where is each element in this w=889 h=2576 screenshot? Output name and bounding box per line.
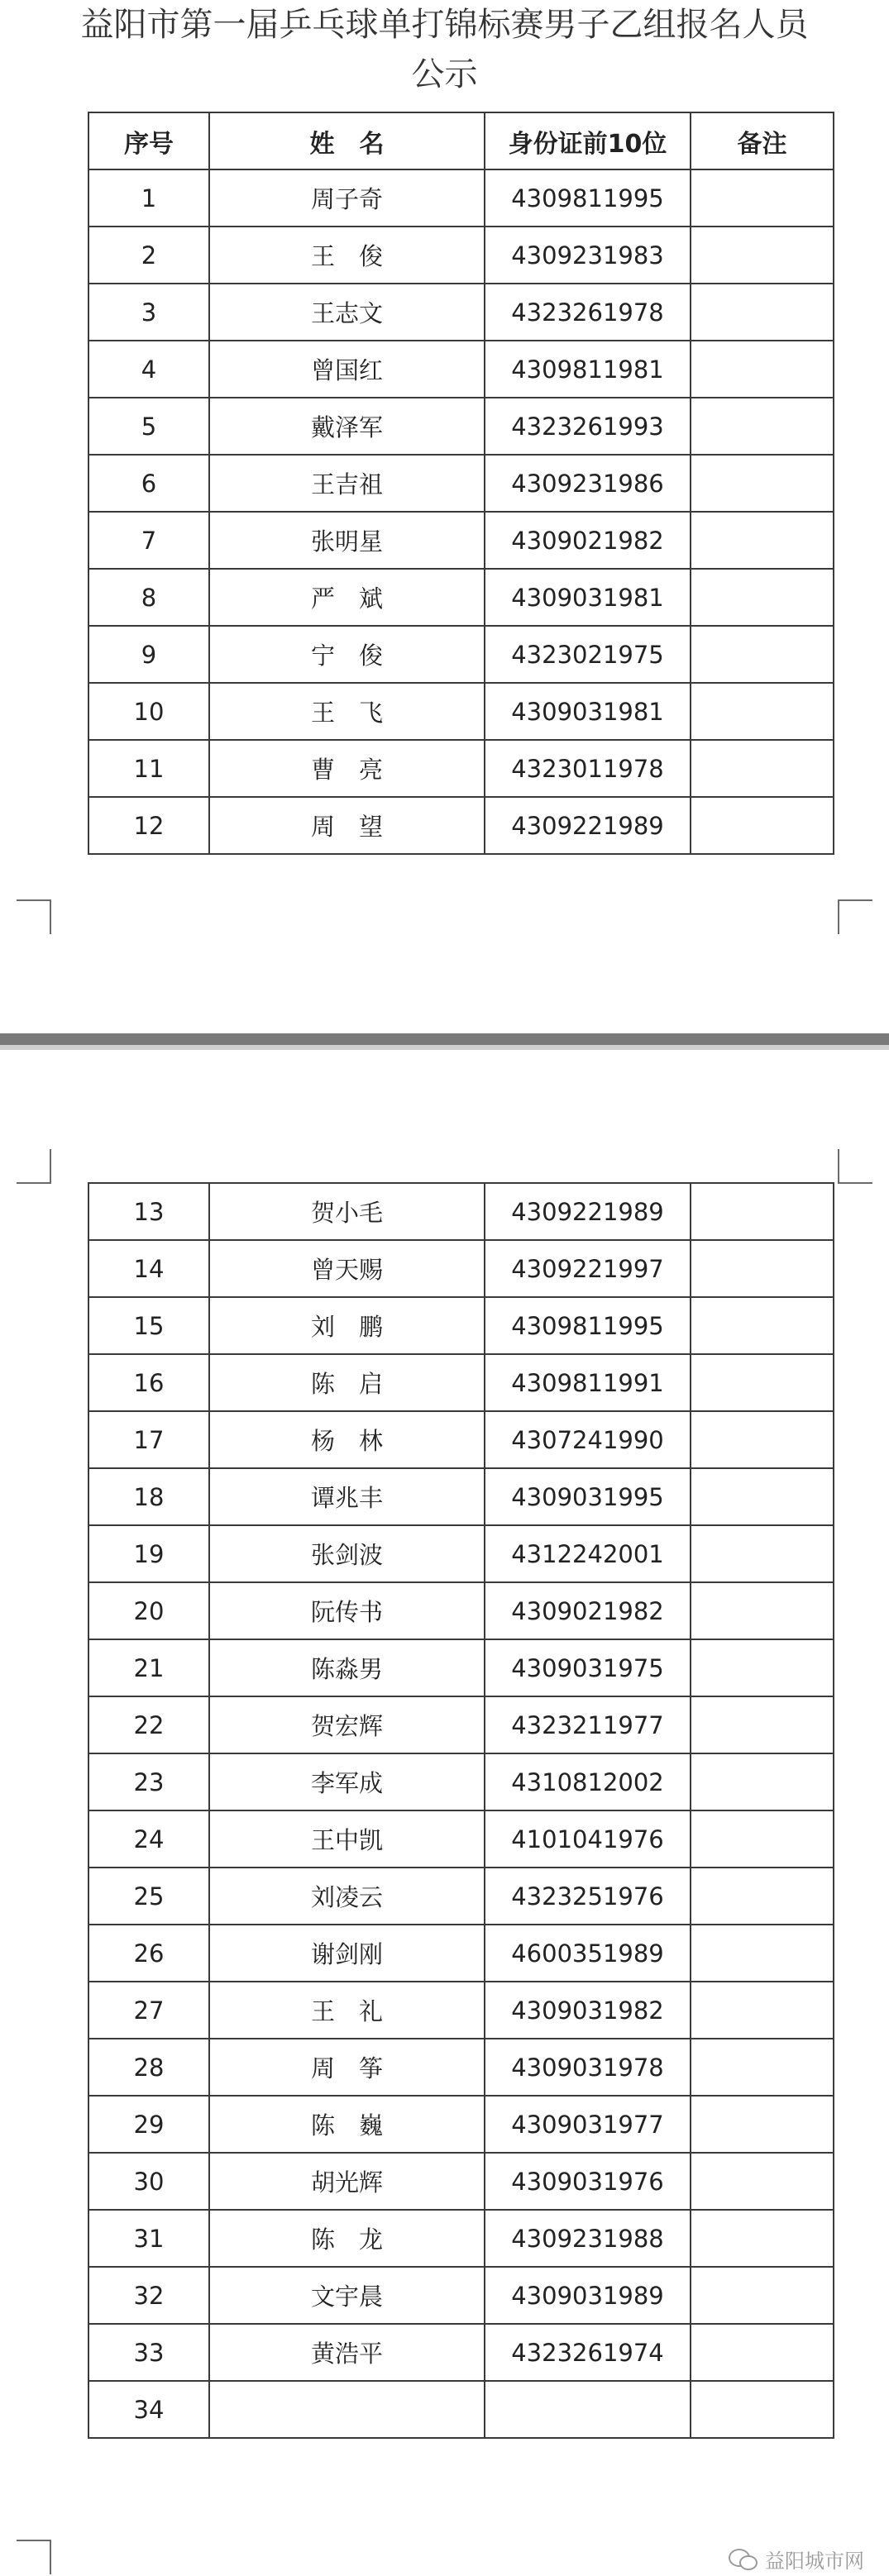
table-row [88, 1468, 834, 1525]
cell-note [691, 227, 834, 284]
cell-name: 王 俊 [209, 227, 485, 284]
table-row [88, 284, 834, 341]
table-row [88, 2096, 834, 2153]
cell-id-prefix: 4309031982 [485, 1982, 691, 2039]
table-row [88, 1354, 834, 1411]
cell-seq: 15 [88, 1297, 209, 1354]
cell-id-prefix: 4309221997 [485, 1240, 691, 1297]
table-row [88, 2381, 834, 2438]
table-row [88, 227, 834, 284]
cell-id-prefix: 4310812002 [485, 1753, 691, 1810]
cell-seq: 26 [88, 1925, 209, 1982]
cell-id-prefix: 4600351989 [485, 1925, 691, 1982]
table-row [88, 1810, 834, 1868]
cell-note [691, 2210, 834, 2267]
cell-seq: 28 [88, 2039, 209, 2096]
cell-note [691, 1240, 834, 1297]
table-row [88, 1753, 834, 1810]
cell-name: 谢剑刚 [209, 1925, 485, 1982]
cell-name: 曾天赐 [209, 1240, 485, 1297]
header-seq: 序号 [88, 112, 209, 169]
cell-note [691, 1753, 834, 1810]
cell-seq: 11 [88, 740, 209, 797]
table-row [88, 683, 834, 740]
cell-name: 周 望 [209, 797, 485, 854]
cell-seq: 8 [88, 569, 209, 626]
cell-seq: 3 [88, 284, 209, 341]
cell-id-prefix: 4309031981 [485, 683, 691, 740]
cell-note [691, 1868, 834, 1925]
cell-name: 王中凯 [209, 1810, 485, 1868]
watermark-text: 益阳城市网 [765, 2549, 864, 2573]
cell-name: 李军成 [209, 1753, 485, 1810]
cell-id-prefix: 4323211977 [485, 1696, 691, 1753]
table-row [88, 1525, 834, 1582]
cell-note [691, 1639, 834, 1696]
cell-id-prefix: 4323261993 [485, 398, 691, 455]
cell-name: 刘凌云 [209, 1868, 485, 1925]
cell-id-prefix [485, 2381, 691, 2438]
cell-seq: 1 [88, 169, 209, 227]
cell-seq: 21 [88, 1639, 209, 1696]
cell-id-prefix: 4323011978 [485, 740, 691, 797]
cell-note [691, 1982, 834, 2039]
cell-name: 阮传书 [209, 1582, 485, 1639]
cell-seq: 33 [88, 2324, 209, 2381]
table-row [88, 398, 834, 455]
table-row [88, 1183, 834, 1240]
cell-id-prefix: 4309221989 [485, 797, 691, 854]
crop-mark-bottom-right [838, 899, 872, 934]
table-header-row [88, 112, 834, 169]
cell-id-prefix: 4309031976 [485, 2153, 691, 2210]
cell-note [691, 455, 834, 512]
cell-id-prefix: 4309031975 [485, 1639, 691, 1696]
cell-name: 刘 鹏 [209, 1297, 485, 1354]
registration-table-page-1 [88, 112, 834, 855]
cell-note [691, 1525, 834, 1582]
table-row [88, 1982, 834, 2039]
wechat-icon [729, 2547, 757, 2570]
cell-note [691, 1582, 834, 1639]
cell-name: 陈淼男 [209, 1639, 485, 1696]
cell-id-prefix: 4309811995 [485, 1297, 691, 1354]
table-row [88, 455, 834, 512]
cell-name: 贺小毛 [209, 1183, 485, 1240]
cell-name: 陈 巍 [209, 2096, 485, 2153]
cell-note [691, 797, 834, 854]
cell-id-prefix: 4309231988 [485, 2210, 691, 2267]
cell-id-prefix: 4323261978 [485, 284, 691, 341]
cell-seq: 20 [88, 1582, 209, 1639]
cell-note [691, 683, 834, 740]
cell-note [691, 2324, 834, 2381]
table-row [88, 1297, 834, 1354]
cell-id-prefix: 4307241990 [485, 1411, 691, 1468]
cell-name: 陈 启 [209, 1354, 485, 1411]
cell-id-prefix: 4309031978 [485, 2039, 691, 2096]
crop-mark-bottom-left [17, 899, 51, 934]
cell-name: 张剑波 [209, 1525, 485, 1582]
cell-seq: 23 [88, 1753, 209, 1810]
cell-name: 谭兆丰 [209, 1468, 485, 1525]
cell-seq: 10 [88, 683, 209, 740]
cell-note [691, 2153, 834, 2210]
table-row [88, 797, 834, 854]
cell-name: 王吉祖 [209, 455, 485, 512]
cell-name: 严 斌 [209, 569, 485, 626]
cell-seq: 4 [88, 341, 209, 398]
cell-seq: 31 [88, 2210, 209, 2267]
cell-seq: 27 [88, 1982, 209, 2039]
cell-name: 陈 龙 [209, 2210, 485, 2267]
cell-id-prefix: 4309231983 [485, 227, 691, 284]
cell-seq: 25 [88, 1868, 209, 1925]
cell-note [691, 740, 834, 797]
cell-note [691, 569, 834, 626]
table-row [88, 1639, 834, 1696]
cell-seq: 14 [88, 1240, 209, 1297]
cell-id-prefix: 4323261974 [485, 2324, 691, 2381]
crop-mark-bottom-left-2 [17, 2540, 51, 2574]
cell-id-prefix: 4309021982 [485, 1582, 691, 1639]
cell-id-prefix: 4323251976 [485, 1868, 691, 1925]
cell-note [691, 1810, 834, 1868]
cell-note [691, 341, 834, 398]
cell-id-prefix: 4309031995 [485, 1468, 691, 1525]
cell-name: 曹 亮 [209, 740, 485, 797]
cell-note [691, 1411, 834, 1468]
table-row [88, 2039, 834, 2096]
table-row [88, 1868, 834, 1925]
source-watermark [729, 2545, 864, 2572]
cell-seq: 9 [88, 626, 209, 683]
cell-id-prefix: 4309811981 [485, 341, 691, 398]
cell-note [691, 2039, 834, 2096]
header-note: 备注 [691, 112, 834, 169]
cell-name: 曾国红 [209, 341, 485, 398]
cell-note [691, 512, 834, 569]
cell-note [691, 1183, 834, 1240]
cell-seq: 13 [88, 1183, 209, 1240]
cell-name [209, 2381, 485, 2438]
cell-name: 周 筝 [209, 2039, 485, 2096]
table-row [88, 169, 834, 227]
cell-note [691, 284, 834, 341]
table-row [88, 2153, 834, 2210]
cell-name: 戴泽军 [209, 398, 485, 455]
header-id: 身份证前10位 [485, 112, 691, 169]
crop-mark-top-left [17, 1149, 51, 1184]
cell-seq: 5 [88, 398, 209, 455]
cell-name: 王 礼 [209, 1982, 485, 2039]
document-title-continued: 公示 [411, 55, 478, 93]
table-row [88, 1925, 834, 1982]
cell-name: 文宇晨 [209, 2267, 485, 2324]
cell-id-prefix: 4323021975 [485, 626, 691, 683]
page-separator-shadow [0, 1045, 889, 1050]
cell-id-prefix: 4309031989 [485, 2267, 691, 2324]
cell-seq: 17 [88, 1411, 209, 1468]
cell-note [691, 169, 834, 227]
cell-id-prefix: 4101041976 [485, 1810, 691, 1868]
cell-seq: 2 [88, 227, 209, 284]
cell-seq: 24 [88, 1810, 209, 1868]
cell-id-prefix: 4309221989 [485, 1183, 691, 1240]
cell-note [691, 2267, 834, 2324]
cell-id-prefix: 4309811991 [485, 1354, 691, 1411]
cell-note [691, 2096, 834, 2153]
table-row [88, 1411, 834, 1468]
cell-seq: 16 [88, 1354, 209, 1411]
cell-name: 黄浩平 [209, 2324, 485, 2381]
table-row [88, 341, 834, 398]
cell-note [691, 1354, 834, 1411]
table-row [88, 569, 834, 626]
cell-note [691, 626, 834, 683]
cell-name: 杨 林 [209, 1411, 485, 1468]
table-row [88, 2267, 834, 2324]
cell-id-prefix: 4309231986 [485, 455, 691, 512]
cell-seq: 32 [88, 2267, 209, 2324]
cell-name: 张明星 [209, 512, 485, 569]
cell-note [691, 1925, 834, 1982]
cell-note [691, 1297, 834, 1354]
table-row [88, 1696, 834, 1753]
document-title: 益阳市第一届乒乓球单打锦标赛男子乙组报名人员 [80, 6, 809, 44]
cell-name: 胡光辉 [209, 2153, 485, 2210]
cell-name: 周子奇 [209, 169, 485, 227]
cell-note [691, 1696, 834, 1753]
cell-seq: 34 [88, 2381, 209, 2438]
page-separator [0, 1033, 889, 1045]
cell-note [691, 2381, 834, 2438]
cell-seq: 12 [88, 797, 209, 854]
cell-note [691, 1468, 834, 1525]
cell-id-prefix: 4309021982 [485, 512, 691, 569]
cell-id-prefix: 4312242001 [485, 1525, 691, 1582]
crop-mark-top-right [838, 1149, 872, 1184]
table-row [88, 2210, 834, 2267]
table-row [88, 1240, 834, 1297]
registration-table-page-2 [88, 1182, 834, 2439]
table-row [88, 1582, 834, 1639]
cell-name: 王 飞 [209, 683, 485, 740]
cell-name: 宁 俊 [209, 626, 485, 683]
cell-id-prefix: 4309031981 [485, 569, 691, 626]
cell-seq: 7 [88, 512, 209, 569]
header-name: 姓 名 [209, 112, 485, 169]
cell-id-prefix: 4309811995 [485, 169, 691, 227]
cell-name: 王志文 [209, 284, 485, 341]
cell-seq: 19 [88, 1525, 209, 1582]
cell-seq: 18 [88, 1468, 209, 1525]
table-row [88, 626, 834, 683]
cell-seq: 6 [88, 455, 209, 512]
cell-id-prefix: 4309031977 [485, 2096, 691, 2153]
table-row [88, 740, 834, 797]
table-row [88, 2324, 834, 2381]
table-row [88, 512, 834, 569]
cell-note [691, 398, 834, 455]
cell-seq: 30 [88, 2153, 209, 2210]
cell-seq: 22 [88, 1696, 209, 1753]
cell-name: 贺宏辉 [209, 1696, 485, 1753]
cell-seq: 29 [88, 2096, 209, 2153]
